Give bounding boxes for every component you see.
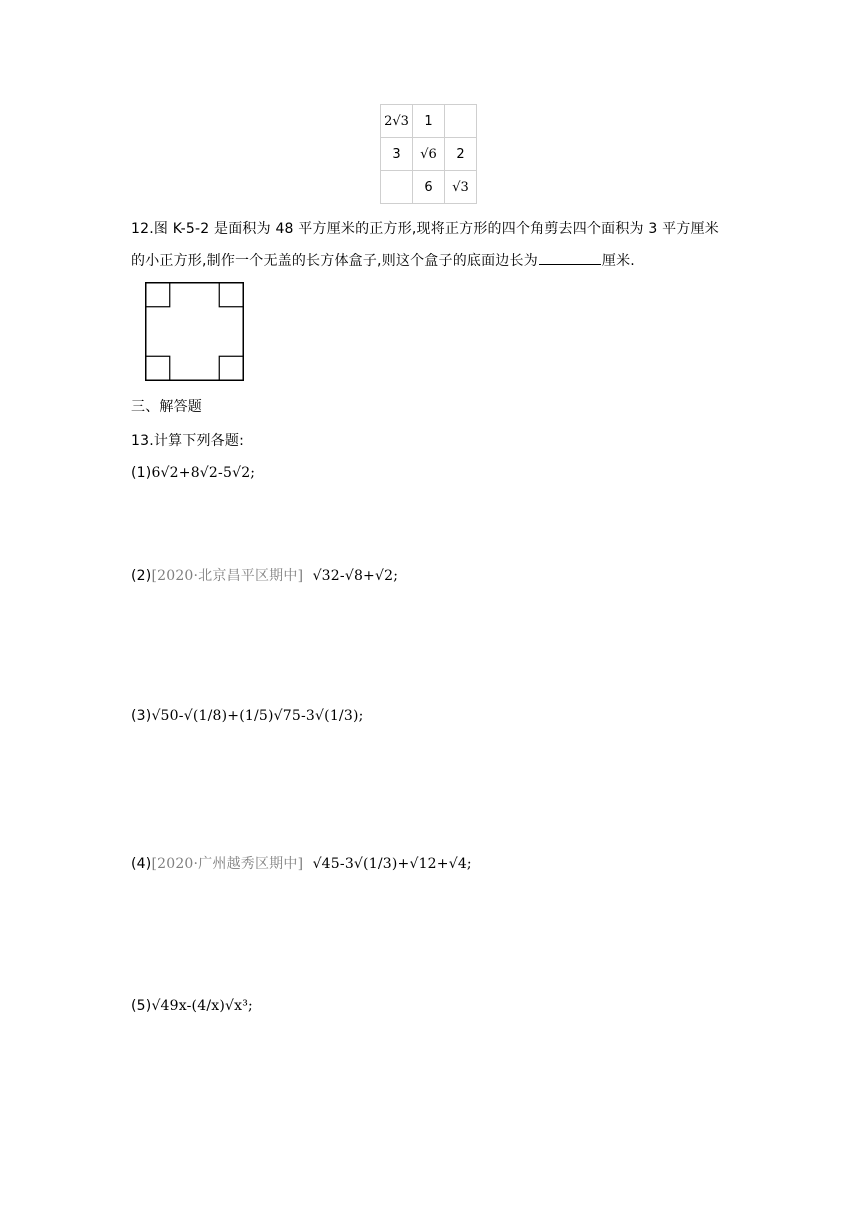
grid-cell: 1	[413, 105, 445, 138]
item-expression: √50-√(1/8)+(1/5)√75-3√(1/3);	[151, 708, 364, 724]
corner-square-top-right	[219, 283, 243, 307]
grid-row	[381, 138, 477, 171]
item-source: [2020·广州越秀区期中]	[151, 856, 304, 872]
corner-square-bottom-right	[219, 356, 243, 380]
corner-square-bottom-left	[146, 356, 170, 380]
question-12-line-1: 12.图 K-5-2 是面积为 48 平方厘米的正方形,现将正方形的四个角剪去四个面积为 3 平方厘米	[131, 221, 719, 237]
item-source: [2020·北京昌平区期中]	[151, 568, 304, 584]
answer-blank[interactable]	[539, 250, 601, 265]
grid-row	[381, 105, 477, 138]
question-12-text: 的小正方形,制作一个无盖的长方体盒子,则这个盒子的底面边长为	[131, 253, 538, 269]
grid-row	[381, 171, 477, 204]
question-13-item-5	[131, 998, 253, 1014]
square-figure	[145, 282, 244, 381]
question-12-line-2	[131, 250, 635, 270]
grid-cell: 6	[413, 171, 445, 204]
item-label: (4)	[131, 856, 152, 872]
grid-cell: √3	[445, 171, 477, 204]
corner-square-top-left	[146, 283, 170, 307]
grid-cell: √6	[413, 138, 445, 171]
item-label: (1)	[131, 465, 152, 481]
item-expression: √32-√8+√2;	[312, 568, 399, 584]
grid-cell	[381, 171, 413, 204]
item-expression: √49x-(4/x)√x³;	[151, 998, 253, 1014]
question-13-intro: 13.计算下列各题:	[131, 433, 244, 449]
outer-square	[146, 283, 244, 381]
item-label: (5)	[131, 998, 152, 1014]
number-grid	[380, 104, 477, 204]
grid-cell: 3	[381, 138, 413, 171]
square-diagram	[145, 282, 244, 381]
item-expression: √45-3√(1/3)+√12+√4;	[312, 856, 472, 872]
grid-cell: 2√3	[381, 105, 413, 138]
question-13-item-3	[131, 708, 364, 724]
section-heading: 三、解答题	[131, 399, 202, 415]
question-13-item-2	[131, 565, 398, 585]
item-label: (3)	[131, 708, 152, 724]
grid-cell: 2	[445, 138, 477, 171]
question-13-item-4	[131, 853, 472, 873]
question-13-item-1	[131, 465, 255, 481]
question-12-unit: 厘米.	[601, 253, 635, 269]
item-expression: 6√2+8√2-5√2;	[151, 465, 256, 481]
item-label: (2)	[131, 568, 152, 584]
grid-cell	[445, 105, 477, 138]
